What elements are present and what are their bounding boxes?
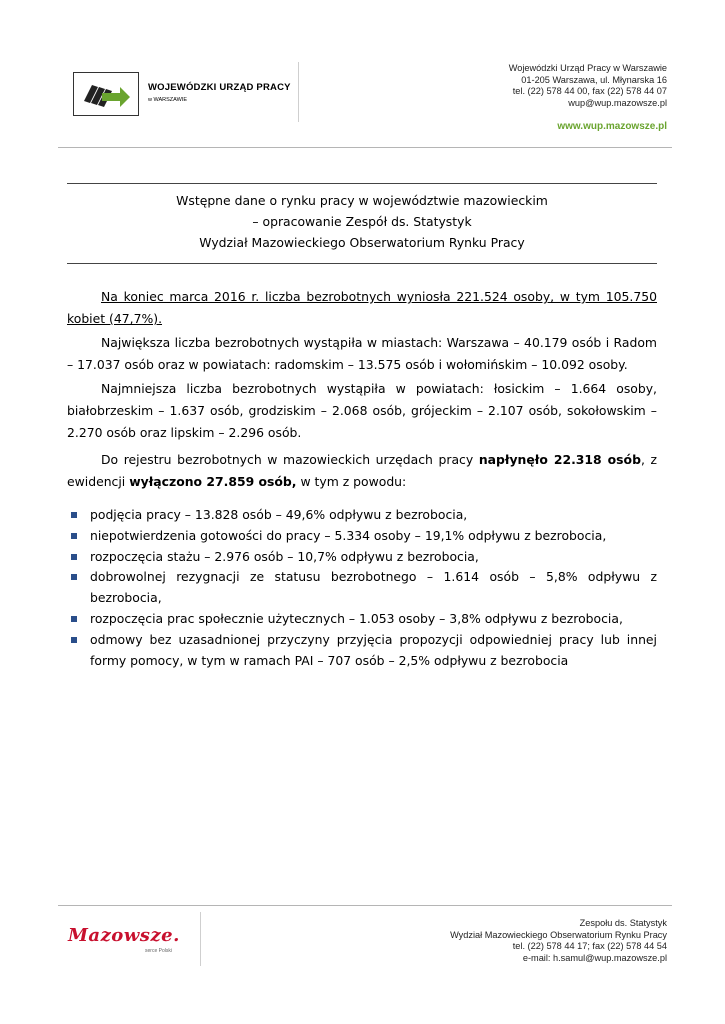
contact-line: Zespołu ds. Statystyk	[579, 918, 667, 928]
paragraph-summary	[67, 286, 657, 330]
logo-name: WOJEWÓDZKI URZĄD PRACY	[148, 82, 291, 93]
list-item	[67, 567, 657, 609]
address-line: 01-205 Warszawa, ul. Młynarska 16	[521, 74, 667, 85]
document-title	[67, 190, 657, 253]
list-item-text: dobrowolnej rezygnacji ze statusu bezrobotnego – 1.614 osób – 5,8% odpływu z bezrobocia,	[90, 569, 657, 606]
title-bottom-rule	[67, 263, 657, 264]
title-top-rule	[67, 183, 657, 184]
flows-text: , z ewidencji	[67, 452, 657, 489]
bullet-icon	[71, 533, 77, 539]
bullet-icon	[71, 554, 77, 560]
list-item	[67, 609, 657, 630]
bullet-icon	[71, 574, 77, 580]
title-line: Wydział Mazowieckiego Obserwatorium Rynku Pracy	[199, 235, 525, 250]
title-line: Wstępne dane o rynku pracy w województwie mazowieckim	[176, 193, 548, 208]
mazowsze-logo: Mazowsze.	[68, 925, 180, 946]
list-item-text: niepotwierdzenia gotowości do pracy – 5.334 osoby – 19,1% odpływu z bezrobocia,	[90, 527, 607, 543]
flows-text: w tym z powodu:	[296, 474, 407, 489]
paragraph-largest: Największa liczba bezrobotnych wystąpiła w miastach: Warszawa – 40.179 osób i Radom – 17.037 osób oraz w powiatach: radomskim – 13.575 osób i wołomińskim – 10.092 osoby.	[67, 335, 657, 372]
flows-text: Do rejestru bezrobotnych w mazowieckich urzędach pracy	[101, 452, 479, 467]
reasons-list	[67, 505, 657, 671]
footer-contact	[450, 918, 667, 964]
summary-text: Na koniec marca 2016 r. liczba bezrobotnych wyniosła 221.524 osoby, w tym 105.750 kobiet (47,7%).	[67, 289, 657, 326]
logo-subtitle: w WARSZAWIE	[148, 97, 188, 103]
list-item-text: rozpoczęcia stażu – 2.976 osób – 10,7% odpływu z bezrobocia,	[90, 548, 479, 564]
paragraph-flows	[67, 449, 657, 493]
address-line: Wojewódzki Urząd Pracy w Warszawie	[508, 63, 667, 73]
header-address	[509, 63, 667, 109]
title-line: – opracowanie Zespół ds. Statystyk	[252, 214, 472, 229]
address-line: tel. (22) 578 44 00, fax (22) 578 44 07	[512, 86, 667, 97]
bullet-icon	[71, 637, 77, 643]
bullet-icon	[71, 512, 77, 518]
list-item	[67, 547, 657, 568]
footer-email-link[interactable]: e-mail: h.samul@wup.mazowsze.pl	[522, 952, 667, 963]
paragraph-smallest: Najmniejsza liczba bezrobotnych wystąpiła w powiatach: łosickim – 1.664 osoby, białobrzeskim – 1.637 osób, grodziskim – 2.068 osób, grójeckim – 2.107 osób, sokołowskim – 2.270 osób oraz lipskim – 2.296 osób.	[67, 381, 657, 440]
list-item	[67, 505, 657, 526]
contact-line: Wydział Mazowieckiego Obserwatorium Rynku Pracy	[450, 929, 667, 940]
list-item	[67, 630, 657, 672]
list-item-text: podjęcia pracy – 13.828 osób – 49,6% odpływu z bezrobocia,	[90, 507, 468, 522]
outflow-value: wyłączono 27.859 osób,	[129, 474, 297, 489]
footer-divider	[58, 905, 672, 906]
inflow-value: napłynęło 22.318 osób	[478, 452, 641, 467]
header-divider	[58, 147, 672, 148]
list-item-text: rozpoczęcia prac społecznie użytecznych – 1.053 osoby – 3,8% odpływu z bezrobocia,	[90, 610, 623, 626]
list-item	[67, 526, 657, 547]
email-link[interactable]: wup@wup.mazowsze.pl	[568, 97, 667, 108]
bullet-icon	[71, 616, 77, 622]
list-item-text: odmowy bez uzasadnionej przyczyny przyjęcia propozycji odpowiedniej pracy lub innej formy pomocy, w tym w ramach PAI – 707 osób – 2,5% odpływu z bezrobocia	[90, 631, 657, 668]
mazowsze-tagline: serce Polski	[145, 948, 172, 954]
website-link[interactable]: www.wup.mazowsze.pl	[557, 121, 667, 132]
wup-logo-icon	[73, 72, 139, 116]
contact-line: tel. (22) 578 44 17; fax (22) 578 44 54	[512, 941, 667, 951]
